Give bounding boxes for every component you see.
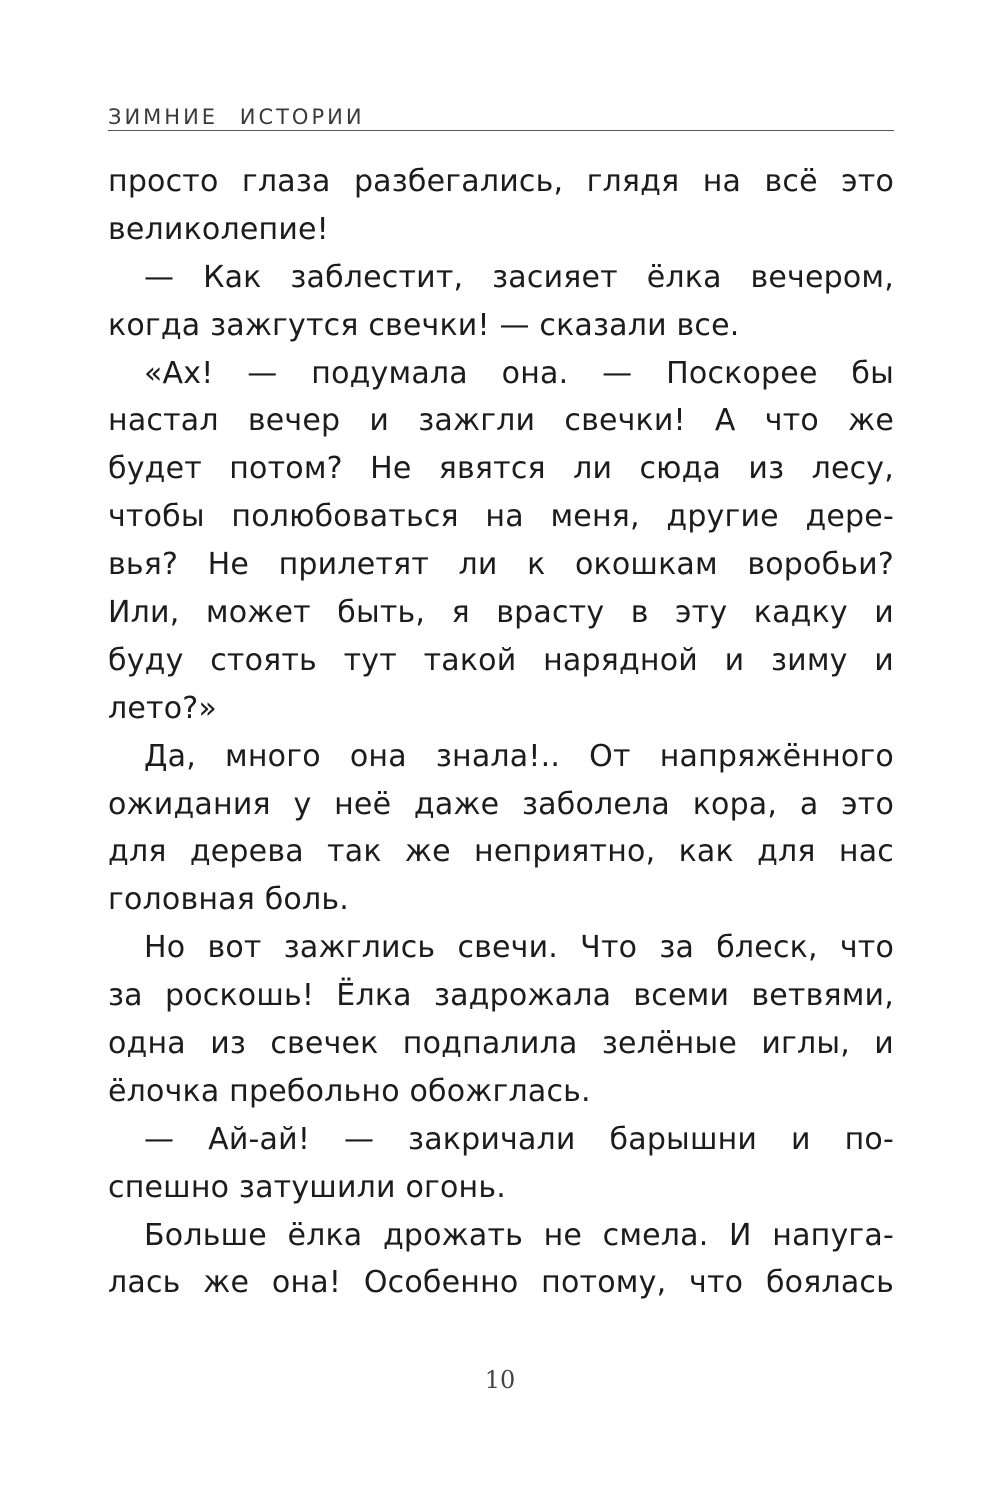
text-line: лась же она! Особенно потому, что боялась [108, 1265, 894, 1301]
text-line: просто глаза разбегались, глядя на всё это [108, 164, 894, 199]
page-number: 10 [484, 1366, 516, 1394]
text-line: одна из свечек подпалила зелёные иглы, и [108, 1026, 894, 1062]
text-line: когда зажгутся свечки! — сказали все. [108, 307, 740, 343]
text-line: головная боль. [108, 882, 349, 918]
text-line: будет потом? Не явятся ли сюда из лесу, [108, 451, 894, 487]
text-line: ёлочка пребольно обожглась. [108, 1073, 591, 1109]
header-rule [108, 130, 894, 131]
text-line: Но вот зажглись свечи. Что за блеск, что [144, 930, 894, 966]
text-line: чтобы полюбоваться на меня, другие дере- [108, 499, 894, 535]
text-line: вья? Не прилетят ли к окошкам воробьи? [108, 547, 894, 583]
text-line: спешно затушили огонь. [108, 1169, 506, 1205]
text-line: лето?» [108, 690, 217, 726]
text-line: Или, может быть, я врасту в эту кадку и [108, 595, 894, 631]
text-line: для дерева так же неприятно, как для нас [108, 834, 894, 870]
text-line: буду стоять тут такой нарядной и зиму и [108, 642, 894, 678]
text-line: Да, много она знала!.. От напряжённого [144, 738, 894, 774]
running-header: ЗИМНИЕ ИСТОРИИ [108, 105, 365, 129]
text-line: Больше ёлка дрожать не смела. И напуга- [144, 1217, 894, 1253]
text-line: великолепие! [108, 211, 329, 247]
text-line: — Ай-ай! — закричали барышни и по- [144, 1121, 894, 1157]
text-line: за роскошь! Ёлка задрожала всеми ветвями, [108, 978, 894, 1014]
body-text [108, 158, 894, 1307]
text-line: — Как заблестит, засияет ёлка вечером, [144, 259, 894, 295]
text-line: ожидания у неё даже заболела кора, а это [108, 786, 894, 822]
text-line: настал вечер и зажгли свечки! А что же [108, 403, 894, 439]
text-line: «Ах! — подумала она. — Поскорее бы [144, 355, 894, 391]
